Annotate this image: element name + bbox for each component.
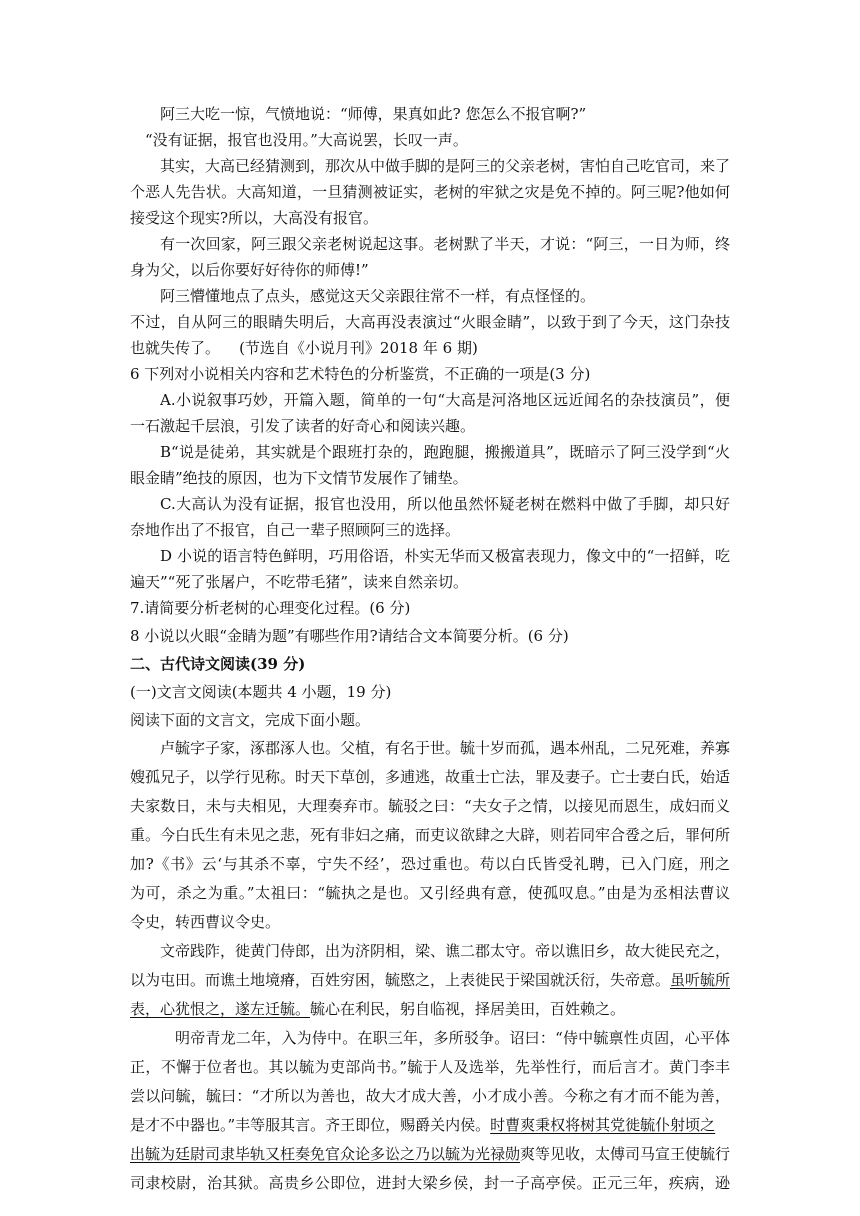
instruction: 阅读下面的文言文，完成下面小题。	[130, 711, 371, 729]
classical-line: 加?《书》云‘与其杀不辜，宁失不经’，恐过重也。苟以白氏皆受礼聘，已入门庭，刑之	[130, 855, 730, 873]
option-d-cont: 遍天”“死了张屠户，不吃带毛猪”，读来自然亲切。	[130, 573, 469, 591]
paragraph-line: 阿三大吃一惊，气愤地说：“师傅，果真如此? 您怎么不报官啊?”	[160, 105, 587, 123]
classical-line: 令史，转西曹议令史。	[130, 913, 281, 931]
classical-line	[130, 1112, 715, 1138]
classical-text: 以为屯田。而谯土地境瘠，百姓穷困，毓愍之，上表徙民于梁国就沃衍，失帝意。	[130, 971, 671, 989]
option-b-cont: 眼金睛”绝技的原因，也为下文情节发展作了铺垫。	[130, 469, 468, 487]
source-note: 也就失传了。 (节选自《小说月刊》2018 年 6 期)	[130, 339, 478, 357]
classical-line	[130, 1141, 730, 1167]
classical-text: 是才不中器也。”丰等服其言。齐王即位，赐爵关内侯。	[130, 1116, 491, 1134]
underlined-sentence: 出毓为廷尉司隶毕轨又枉奏免官众论多讼之乃以毓为光禄勋	[130, 1145, 521, 1163]
option-b: B“说是徒弟，其实就是个跟班打杂的，跑跑腿，搬搬道具”，既暗示了阿三没学到“火	[160, 443, 730, 461]
paragraph-line: 有一次回家，阿三跟父亲老树说起这事。老树默了半天，才说：“阿三，一日为师，终	[160, 235, 730, 253]
question-7: 7.请简要分析老树的心理变化过程。(6 分)	[130, 599, 411, 617]
paragraph-line: “没有证据，报官也没用。”大高说罢，长叹一声。	[145, 131, 468, 149]
classical-line: 正，不懈于位者也。其以毓为吏部尚书。”毓于人及选举，先举性行，而后言才。黄门李丰	[130, 1058, 730, 1076]
question-6: 6 下列对小说相关内容和艺术特色的分析鉴赏，不正确的一项是(3 分)	[130, 365, 591, 383]
section-heading: 二、古代诗文阅读(39 分)	[130, 655, 306, 673]
option-a: A.小说叙事巧妙，开篇入题，简单的一句“大高是河洛地区远近闻名的杂技演员”，便	[160, 391, 730, 409]
paragraph-line: 不过，自从阿三的眼睛失明后，大高再没表演过“火眼金睛”，以致于到了今天，这门杂技	[130, 313, 730, 331]
sub-heading: (一)文言文阅读(本题共 4 小题，19 分)	[130, 683, 392, 701]
classical-line: 夫家数日，未与夫相见，大理奏弃市。毓驳之曰：“夫女子之情，以接见而恩生，成妇而义	[130, 797, 730, 815]
underlined-sentence: 时曹爽秉权将树其党徙毓仆射顷之	[490, 1116, 716, 1134]
classical-line: 尝以问毓，毓曰：“才所以为善也，故大才成大善，小才成小善。今称之有才而不能为善，	[130, 1087, 730, 1105]
paragraph-line: 阿三懵懂地点了点头，感觉这天父亲跟往常不一样，有点怪怪的。	[160, 287, 596, 305]
option-a-cont: 一石激起千层浪，引发了读者的好奇心和阅读兴趣。	[130, 417, 476, 435]
classical-line	[130, 967, 730, 993]
option-c-cont: 奈地作出了不报官，自己一辈子照顾阿三的选择。	[130, 521, 461, 539]
classical-line: 明帝青龙二年，入为侍中。在职三年，多所驳争。诏曰：“侍中毓禀性贞固，心平体	[175, 1029, 730, 1047]
paragraph-line: 身为父，以后你要好好待你的师傅!”	[130, 261, 369, 279]
classical-line: 卢毓字子家，涿郡涿人也。父植，有名于世。毓十岁而孤，遇本州乱，二兄死难，养寡	[160, 739, 730, 757]
paragraph-line: 接受这个现实?所以，大高没有报官。	[130, 209, 379, 227]
classical-line: 为可，杀之为重。”太祖曰：“毓执之是也。又引经典有意，使孤叹息。”由是为丞相法曹议	[130, 884, 730, 902]
classical-line: 重。今白氏生有未见之悲，死有非妇之痛，而吏议欲肆之大辟，则若同牢合卺之后，罪何所	[130, 826, 730, 844]
classical-text: 毓心在利民，躬自临视，择居美田，百姓赖之。	[310, 1000, 626, 1018]
paragraph-line: 其实，大高已经猜测到，那次从中做手脚的是阿三的父亲老树，害怕自己吃官司，来了	[160, 157, 730, 175]
paragraph-line: 个恶人先告状。大高知道，一旦猜测被证实，老树的牢狱之灾是免不掉的。阿三呢?他如何	[130, 183, 730, 201]
classical-line: 嫂孤兄子，以学行见称。时天下草创，多逋逃，故重士亡法，罪及妻子。亡士妻白氏，始适	[130, 768, 730, 786]
question-8: 8 小说以火眼“金睛为题”有哪些作用?请结合文本简要分析。(6 分)	[130, 627, 569, 645]
classical-line: 司隶校尉，治其狱。高贵乡公即位，进封大梁乡侯，封一子高亭侯。正元三年，疾病，逊	[130, 1174, 730, 1192]
classical-line	[130, 996, 625, 1022]
classical-text: 爽等见收，太傅司马宣王使毓行	[520, 1145, 731, 1163]
option-d: D 小说的语言特色鲜明，巧用俗语，朴实无华而又极富表现力，像文中的“一招鲜，吃	[160, 547, 730, 565]
underlined-sentence: 虽听毓所	[670, 971, 731, 989]
underlined-sentence: 表，心犹恨之，遂左迁毓。	[130, 1000, 311, 1018]
option-c: C.大高认为没有证据，报官也没用，所以他虽然怀疑老树在燃料中做了手脚，却只好	[160, 495, 730, 513]
classical-line: 文帝践阼，徙黄门侍郎，出为济阴相，梁、谯二郡太守。帝以谯旧乡，故大徙民充之，	[160, 942, 730, 960]
